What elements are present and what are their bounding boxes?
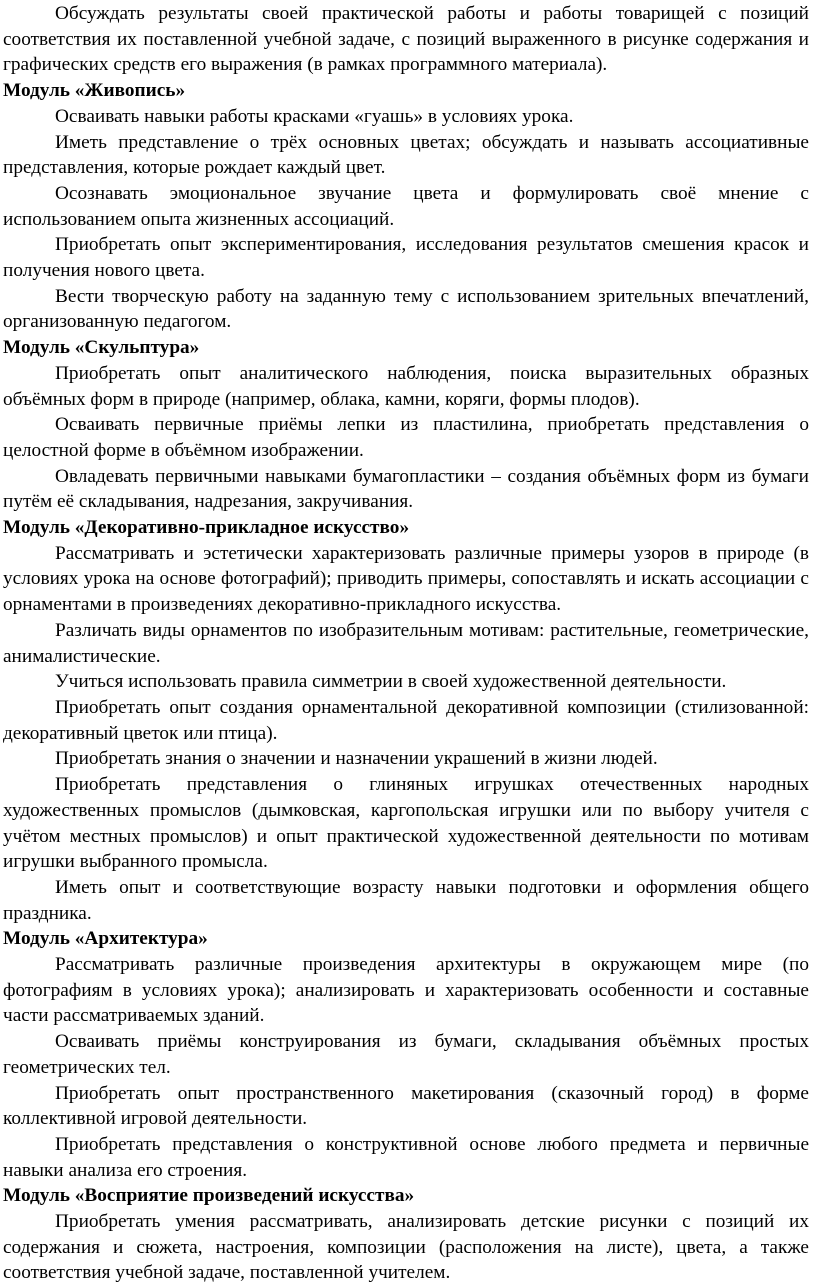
paragraph: Рассматривать различные произведения архитектуры в окружающем мире (по фотографиям в условиях урока); анализировать и характеризовать особенности и составные части рассматриваемых зданий. [3, 954, 809, 1027]
paragraph: Иметь опыт и соответствующие возрасту навыки подготовки и оформления общего праздника. [3, 876, 809, 924]
paragraph: Обсуждать результаты своей практической работы и работы товарищей с позиций соответствия их поставленной учебной задаче, с позиций выраженного в рисунке содержания и графических средств его выражения (в рамках программного материала). [3, 3, 809, 76]
paragraph: Рассматривать и эстетически характеризовать различные примеры узоров в природе (в условиях урока на основе фотографий); приводить примеры, сопоставлять и искать ассоциации с орнаментами в произведениях декоративно-прикладного искусства. [3, 542, 809, 616]
paragraph: Приобретать опыт пространственного макетирования (сказочный город) в форме коллективной игровой деятельности. [3, 1082, 809, 1130]
paragraph: Иметь представление о трёх основных цветах; обсуждать и называть ассоциативные представления, которые рождает каждый цвет. [3, 131, 809, 179]
paragraph: Приобретать представления о глиняных игрушках отечественных народных художественных промыслов (дымковская, каргопольская игрушки или по выбору учителя с учётом местных промыслов) и опыт практической художественной деятельности по мотивам игрушки выбранного промысла. [3, 774, 809, 873]
paragraph: Вести творческую работу на заданную тему с использованием зрительных впечатлений, организованную педагогом. [3, 285, 809, 333]
paragraph: Различать виды орнаментов по изобразительным мотивам: растительные, геометрические, анималистические. [3, 619, 809, 667]
paragraph: Приобретать знания о значении и назначении украшений в жизни людей. [55, 748, 658, 770]
paragraph: Осваивать первичные приёмы лепки из пластилина, приобретать представления о целостной форме в объёмном изображении. [3, 414, 809, 461]
paragraph: Приобретать опыт аналитического наблюдения, поиска выразительных образных объёмных форм в природе (например, облака, камни, коряги, формы плодов). [3, 362, 809, 410]
section-heading-architecture: Модуль «Архитектура» [3, 928, 208, 950]
paragraph: Овладевать первичными навыками бумагопластики – создания объёмных форм из бумаги путём её складывания, надрезания, закручивания. [3, 465, 809, 513]
section-heading-decorative-arts: Модуль «Декоративно-прикладное искусство» [3, 517, 410, 539]
paragraph: Приобретать представления о конструктивной основе любого предмета и первичные навыки анализа его строения. [3, 1133, 809, 1181]
paragraph: Осознавать эмоциональное звучание цвета и формулировать своё мнение с использованием опыта жизненных ассоциаций. [3, 182, 809, 230]
paragraph: Приобретать опыт экспериментирования, исследования результатов смешения красок и получения нового цвета. [3, 234, 809, 282]
paragraph: Осваивать навыки работы красками «гуашь» в условиях урока. [55, 105, 574, 127]
paragraph: Учиться использовать правила симметрии в своей художественной деятельности. [55, 671, 727, 693]
section-heading-painting: Модуль «Живопись» [3, 80, 186, 102]
paragraph: Приобретать опыт создания орнаментальной декоративной композиции (стилизованной: декоративный цветок или птица). [3, 696, 809, 744]
paragraph: Осваивать приёмы конструирования из бумаги, складывания объёмных простых геометрических тел. [3, 1031, 809, 1078]
section-heading-sculpture: Модуль «Скульптура» [3, 337, 200, 359]
paragraph: Приобретать умения рассматривать, анализировать детские рисунки с позиций их содержания и сюжета, настроения, композиции (расположения на листе), цвета, а также соответствия учебной задаче, поставленной учителем. [3, 1211, 809, 1284]
section-heading-art-perception: Модуль «Восприятие произведений искусства» [3, 1185, 415, 1207]
